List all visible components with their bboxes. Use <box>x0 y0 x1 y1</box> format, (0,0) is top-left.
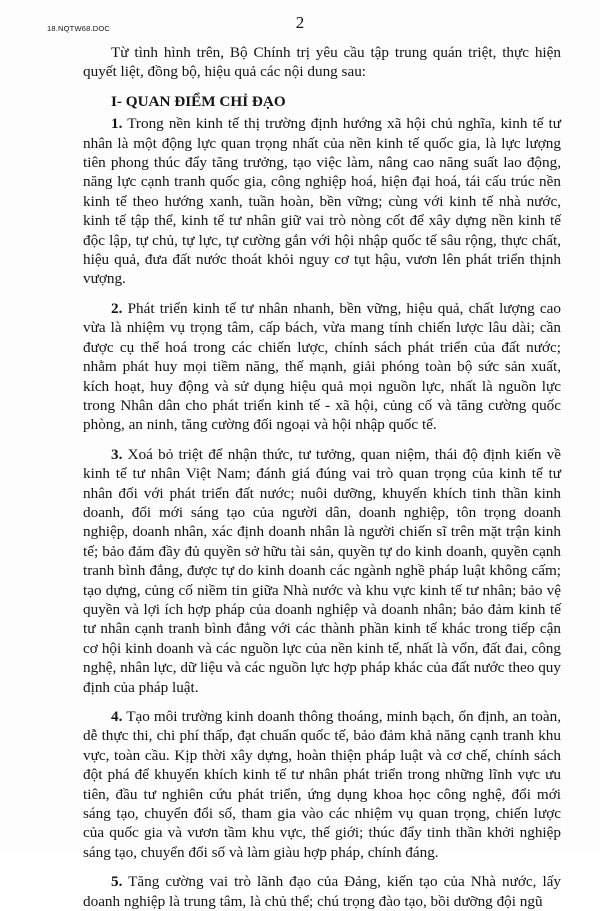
point-2-text: Phát triển kinh tế tư nhân nhanh, bền vững, hiệu quả, chất lượng cao vừa là nhiệm vụ trọng tâm, cấp bách, vừa mang tính chiến lược lâu dài; cần được cụ thể hoá trong các chiến lược, chính sách phát triển của đất nước; nhằm phát huy mọi tiềm năng, thế mạnh, giải phóng toàn bộ sức sản xuất, kích hoạt, huy động và sử dụng hiệu quả mọi nguồn lực, nhất là nguồn lực trong Nhân dân cho phát triển kinh tế - xã hội, củng cố và tăng cường quốc phòng, an ninh, tăng cường đối ngoại và hội nhập quốc tế. <box>83 299 561 434</box>
document-body <box>83 43 561 911</box>
point-3-number: 3. <box>111 445 123 463</box>
point-2-number: 2. <box>111 299 123 317</box>
point-2-paragraph <box>83 299 561 435</box>
point-1-text: Trong nền kinh tế thị trường định hướng xã hội chủ nghĩa, kinh tế tư nhân là một động lực quan trọng nhất của nền kinh tế quốc gia, là lực lượng tiên phong thúc đẩy tăng trưởng, tạo việc làm, nâng cao năng suất lao động, năng lực cạnh tranh quốc gia, công nghiệp hoá, hiện đại hoá, tái cấu trúc nền kinh tế theo hướng xanh, tuần hoàn, bền vững; cùng với kinh tế nhà nước, kinh tế tập thể, kinh tế tư nhân giữ vai trò nòng cốt để xây dựng nền kinh tế độc lập, tự chủ, tự lực, tự cường gắn với hội nhập quốc tế sâu rộng, thực chất, hiệu quả, đưa đất nước thoát khỏi nguy cơ tụt hậu, vươn lên phát triển thịnh vượng. <box>83 115 561 288</box>
section-heading: I- QUAN ĐIỂM CHỈ ĐẠO <box>111 92 286 110</box>
intro-paragraph: Từ tình hình trên, Bộ Chính trị yêu cầu tập trung quán triệt, thực hiện quyết liệt, đồng bộ, hiệu quả các nội dung sau: <box>83 44 561 81</box>
point-1-paragraph <box>83 114 561 289</box>
point-3-paragraph <box>83 445 561 697</box>
file-label: 18.NQTW68.DOC <box>47 24 111 33</box>
point-1-number: 1. <box>111 115 123 133</box>
page-number: 2 <box>295 13 305 32</box>
point-4-number: 4. <box>111 708 123 725</box>
point-5-text: Tăng cường vai trò lãnh đạo của Đảng, kiến tạo của Nhà nước, lấy doanh nghiệp là trung tâm, là chủ thể; chú trọng đào tạo, bồi dưỡng đội ngũ <box>83 873 561 910</box>
point-5-number: 5. <box>111 873 123 891</box>
point-5-paragraph <box>83 872 561 911</box>
point-4-text: Tạo môi trường kinh doanh thông thoáng, minh bạch, ổn định, an toàn, dễ thực thi, chi phí thấp, đạt chuẩn quốc tế, bảo đảm khả năng cạnh tranh khu vực, toàn cầu. Kịp thời xây dựng, hoàn thiện pháp luật và cơ chế, chính sách đột phá để khuyến khích kinh tế tư nhân phát triển trong những lĩnh vực ưu tiên, đầu tư nghiên cứu phát triển, ứng dụng khoa học công nghệ, đổi mới sáng tạo, chuyển đổi số, tham gia vào các nhiệm vụ quan trọng, chiến lược của quốc gia và vươn tầm khu vực, thế giới; thúc đẩy tinh thần khởi nghiệp sáng tạo, chuyển đổi số và làm giàu hợp pháp, chính đáng. <box>83 708 561 861</box>
point-3-text: Xoá bỏ triệt để nhận thức, tư tưởng, quan niệm, thái độ định kiến về kinh tế tư nhân Việt Nam; đánh giá đúng vai trò quan trọng của kinh tế tư nhân đối với phát triển đất nước; nuôi dưỡng, khuyến khích tinh thần kinh doanh, đổi mới sáng tạo của người dân, doanh nghiệp, tôn trọng doanh nghiệp, doanh nhân, xác định doanh nhân là người chiến sĩ trên mặt trận kinh tế; bảo đảm đầy đủ quyền sở hữu tài sản, quyền tự do kinh doanh, quyền cạnh tranh bình đẳng, được tự do kinh doanh các ngành nghề pháp luật không cấm; tạo dựng, củng cố niềm tin giữa Nhà nước và khu vực kinh tế tư nhân; bảo vệ quyền và lợi ích hợp pháp của doanh nghiệp và doanh nhân; bảo đảm kinh tế tư nhân cạnh tranh bình đẳng với các thành phần kinh tế khác trong tiếp cận cơ hội kinh doanh và các nguồn lực của nền kinh tế, nhất là vốn, đất đai, công nghệ, nhân lực, dữ liệu và các nguồn lực hợp pháp khác của đất nước theo quy định của pháp luật. <box>83 445 562 696</box>
point-4-paragraph <box>83 707 561 862</box>
